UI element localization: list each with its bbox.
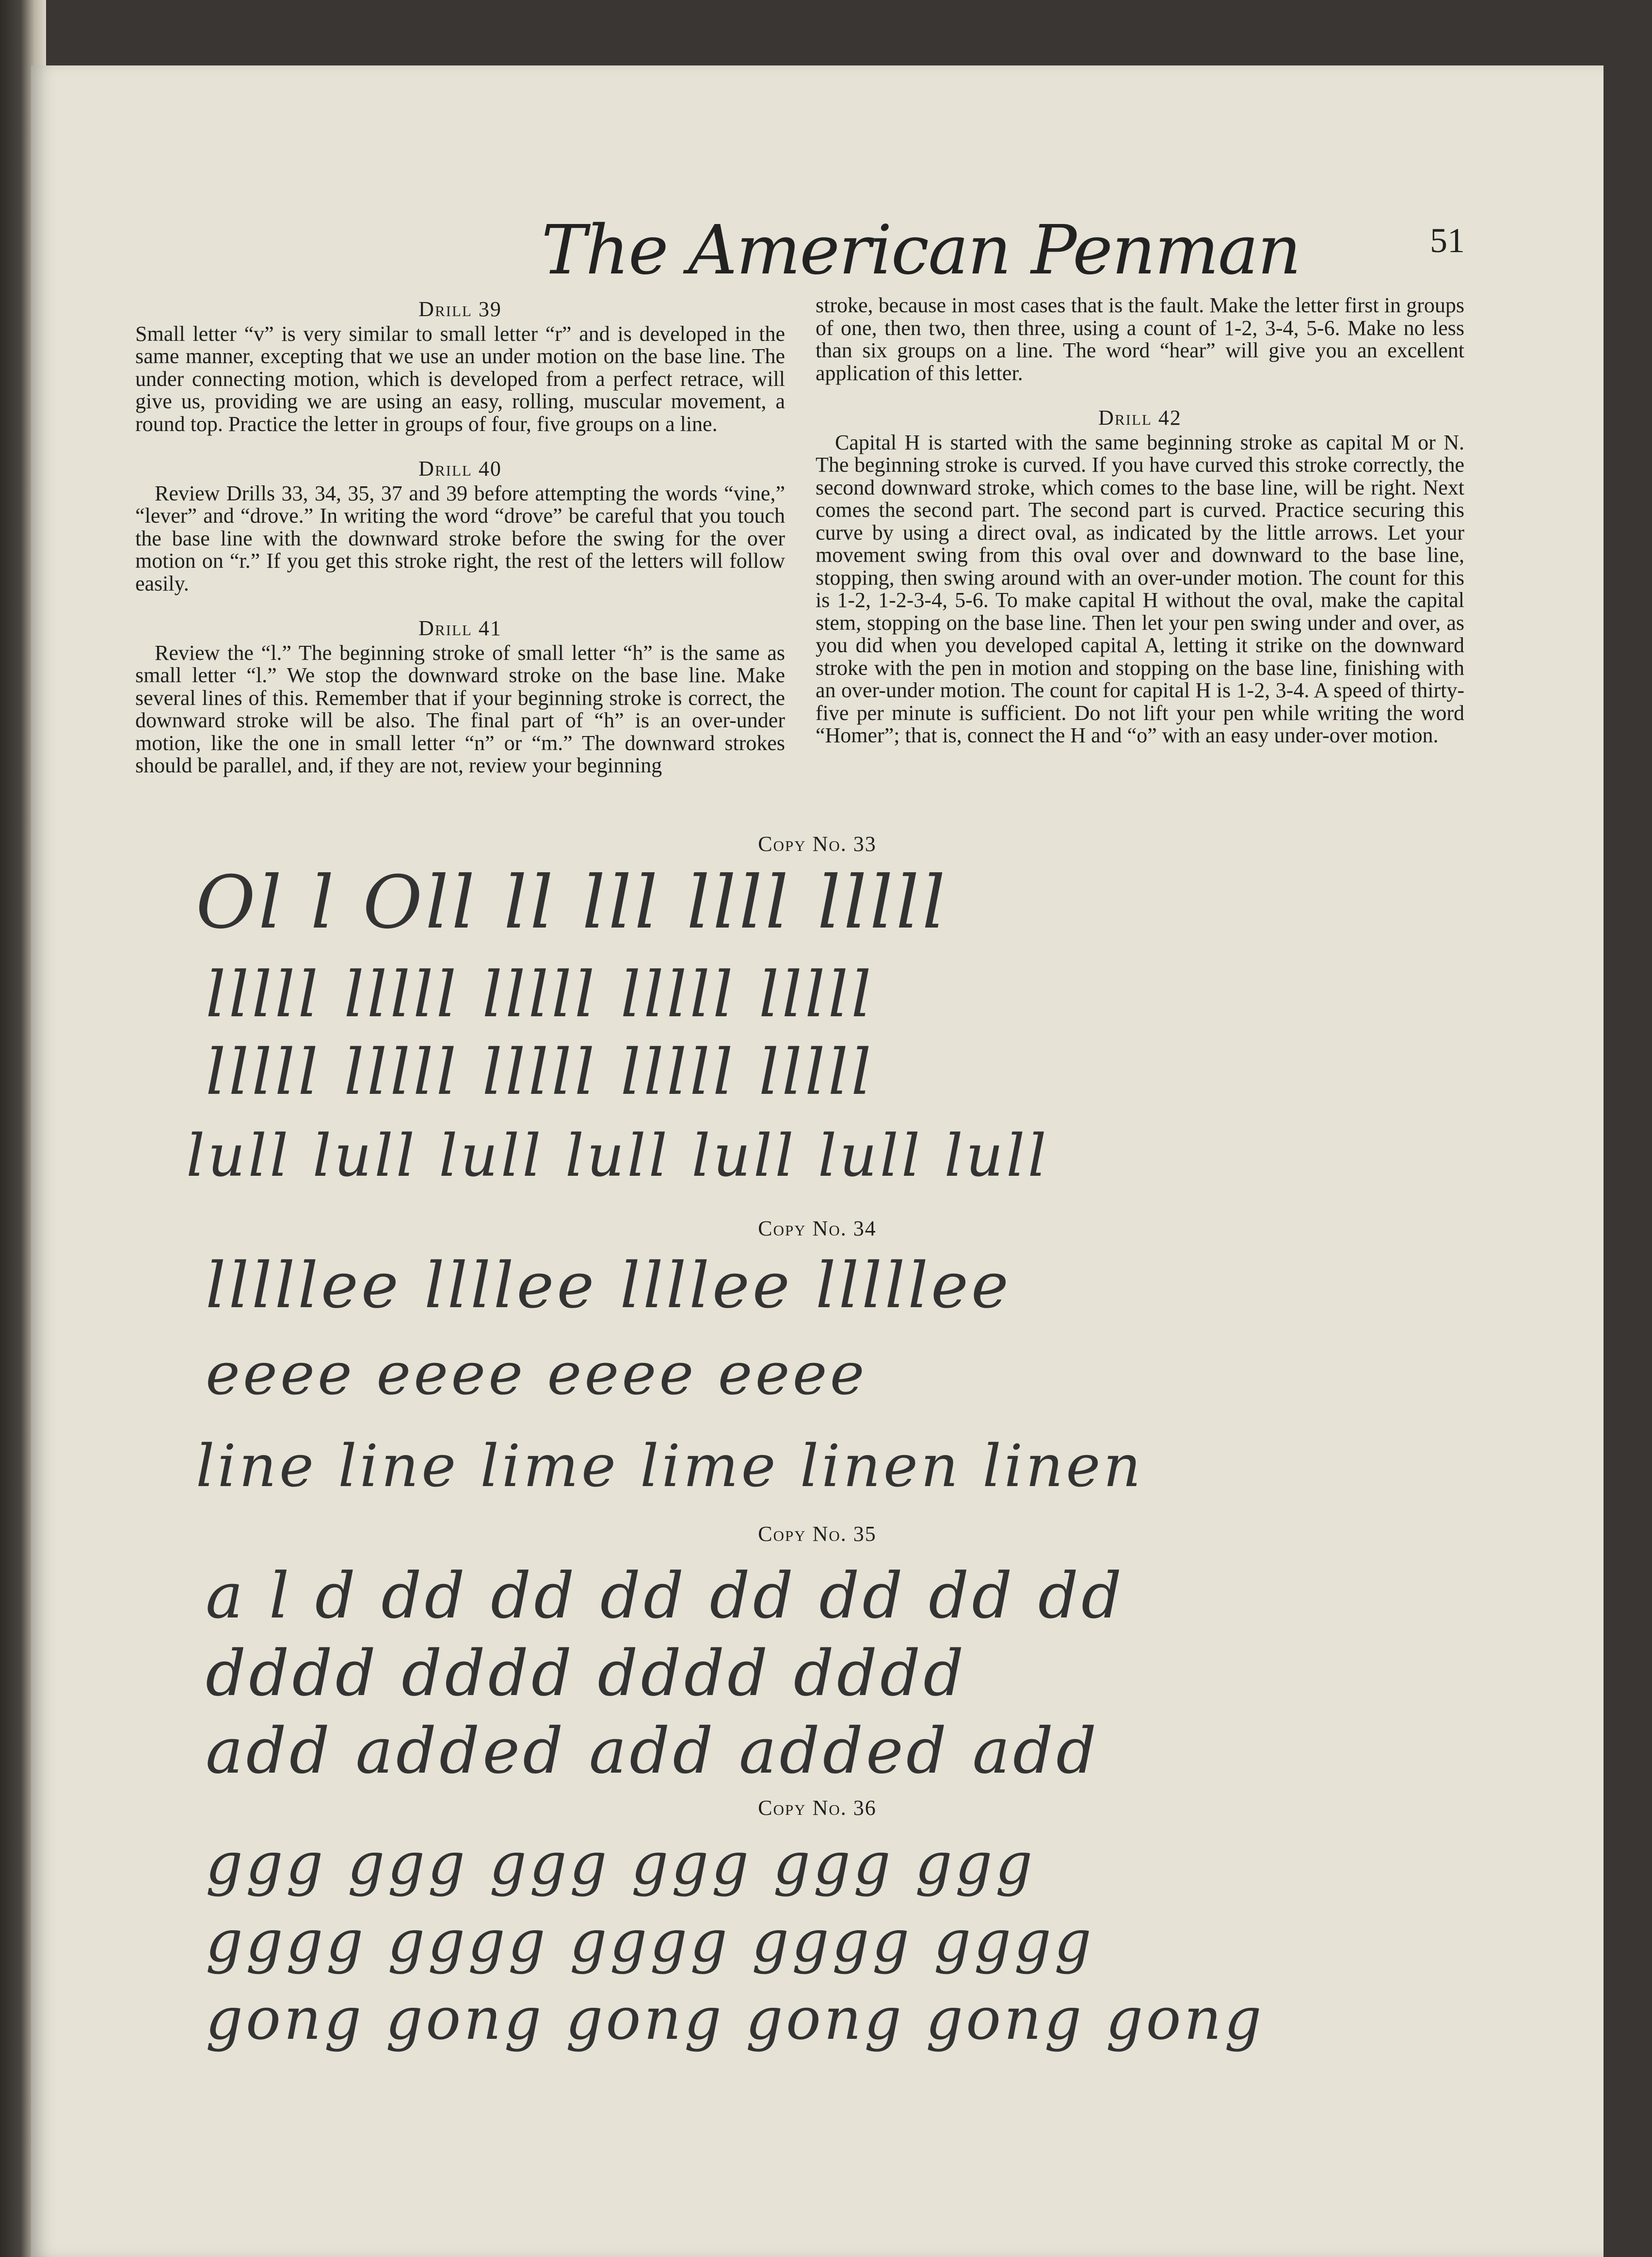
handwriting-line: Ol l Oll ll lll llll lllll: [196, 861, 948, 945]
drill-heading: Drill 40: [418, 457, 502, 480]
drill-paragraph: Small letter “v” is very similar to small letter “r” and is developed in the same manner, excepting that we use an under motion on the base line. The under connecting motion, which is developed from a perfect retrace, will give us, providing we are using an easy, rolling, muscular movement, a round top. Practice the letter in groups of four, five groups on a line.: [135, 321, 785, 436]
right-text-column: [816, 294, 1464, 769]
handwriting-line: ggg ggg ggg ggg ggg ggg: [206, 1830, 1036, 1898]
drill-heading: Drill 39: [418, 297, 502, 321]
drill-heading: Drill 42: [1098, 406, 1182, 430]
drill-paragraph: Review the “l.” The beginning stroke of small letter “h” is the same as small letter “l.” We stop the downward stroke on the base line. Make several lines of this. Remember that if your beginning stroke is correct, the downward stroke will be also. The final part of “h” is an over-under motion, like the one in small letter “n” or “m.” The downward strokes should be parallel, and, if they are not, review your beginning: [135, 640, 785, 777]
copy-heading: Copy No. 35: [758, 1522, 877, 1546]
handwriting-line: lllllee llllee llllee lllllee: [206, 1249, 1011, 1322]
drill-paragraph: Review Drills 33, 34, 35, 37 and 39 before attempting the words “vine,” “lever” and “drove.” In writing the word “drove” be careful that you touch the base line with the downward stroke before the swing for the over motion on “r.” If you get this stroke right, the rest of the letters will follow easily.: [135, 481, 785, 595]
page-number: 51: [1430, 221, 1465, 260]
handwriting-line: lull lull lull lull lull lull lull: [186, 1122, 1049, 1190]
drill-paragraph: Capital H is started with the same beginning stroke as capital M or N. The beginning stroke is curved. If you have curved this stroke correctly, the second downward stroke, which comes to the base line, will be right. Next comes the second part. The second part is curved. Practice securing this curve by using a direct oval, as indicated by the little arrows. Let your movement swing from this oval over and downward to the base line, stopping, then swing around with an over-under motion. The count for this is 1-2, 1-2-3-4, 5-6. To make capital H without the oval, make the capital stem, stopping on the base line. Then let your pen swing under and over, as you did when you developed capital A, letting it strike on the downward stroke with the pen in motion and stopping on the base line, finishing with an over-under motion. The count for capital H is 1-2, 3-4. A speed of thirty-five per minute is sufficient. Do not lift your pen while writing the word “Homer”; that is, connect the H and “o” with an easy under-over motion.: [816, 430, 1464, 747]
copy-heading: Copy No. 34: [758, 1217, 877, 1240]
handwriting-line: add added add added add: [206, 1714, 1100, 1788]
handwriting-line: lllll lllll lllll lllll lllll: [206, 1035, 874, 1109]
handwriting-line: gong gong gong gong gong gong: [206, 1985, 1265, 2053]
book-page: [31, 65, 1604, 2257]
handwriting-line: line line lime lime linen linen: [196, 1433, 1144, 1500]
drill-heading: Drill 41: [418, 616, 502, 640]
copy-heading: Copy No. 36: [758, 1796, 877, 1820]
left-text-column: [135, 298, 785, 800]
masthead-logo: The American Penman: [541, 211, 1300, 290]
handwriting-line: gggg gggg gggg gggg gggg: [206, 1908, 1094, 1975]
drill-paragraph: stroke, because in most cases that is the fault. Make the letter first in groups of one, then two, then three, using a count of 1-2, 3-4, 5-6. Make no less than six groups on a line. The word “hear” will give you an excellent application of this letter.: [816, 293, 1464, 385]
handwriting-line: lllll lllll lllll lllll lllll: [206, 958, 874, 1031]
handwriting-line: eeee eeee eeee eeee: [206, 1341, 867, 1408]
handwriting-line: a l d dd dd dd dd dd dd dd: [206, 1559, 1125, 1633]
handwriting-line: dddd dddd dddd dddd: [206, 1636, 967, 1710]
copy-heading: Copy No. 33: [758, 832, 877, 856]
